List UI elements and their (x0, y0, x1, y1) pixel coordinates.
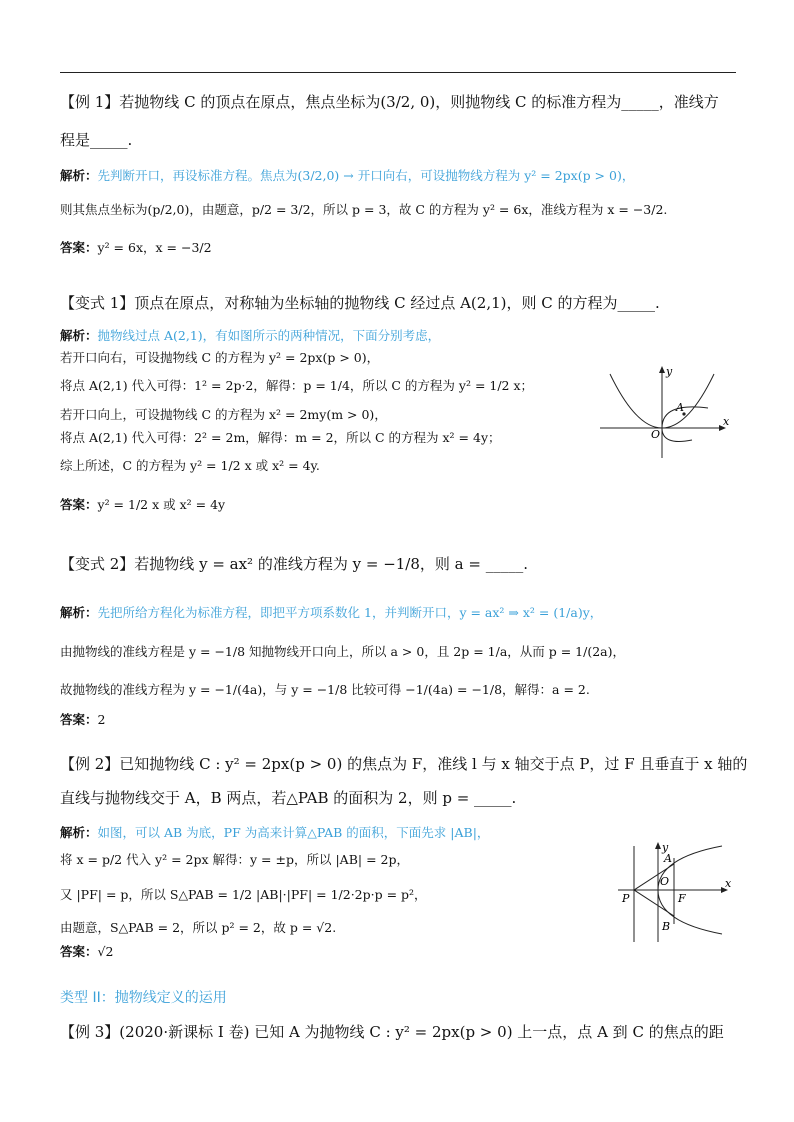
x-axis-label: x (725, 877, 732, 890)
y-axis-label: y (666, 365, 673, 378)
variant1-solution-line1: 若开口向右，可设抛物线 C 的方程为 y² = 2px(p > 0)， (60, 350, 380, 365)
variant2-solution-line3: 故抛物线的准线方程为 y = −1/(4a)，与 y = −1/8 比较可得 −1/(4a) = −1/8，解得：a = 2. (60, 682, 590, 697)
answer-label: 答案： (60, 240, 98, 255)
variant1-figure (596, 362, 732, 460)
variant1-question: 【变式 1】顶点在原点，对称轴为坐标轴的抛物线 C 经过点 A(2,1)，则 C 的方程为_____. (60, 294, 660, 312)
variant2-answer: 答案：2 (60, 712, 106, 727)
example2-question-line2: 直线与抛物线交于 A，B 两点，若△PAB 的面积为 2，则 p = _____. (60, 789, 517, 807)
point-b-label: B (662, 920, 671, 933)
example3-question: 【例 3】(2020·新课标 I 卷) 已知 A 为抛物线 C : y² = 2px(p > 0) 上一点，点 A 到 C 的焦点的距 (60, 1023, 724, 1041)
example1-solution-line1: 解析：先判断开口，再设标准方程。焦点为(3/2,0) → 开口向右，可设抛物线方程为 y² = 2px(p > 0)， (60, 168, 635, 183)
variant1-solution-line4: 将点 A(2,1) 代入可得：2² = 2m，解得：m = 2，所以 C 的方程为 x² = 4y； (60, 430, 501, 445)
origin-label: O (651, 428, 661, 441)
example1-answer: 答案：y² = 6x，x = −3/2 (60, 240, 212, 255)
solution-label: 解析： (60, 825, 98, 840)
variant2-solution-line2: 由抛物线的准线方程是 y = −1/8 知抛物线开口向上，所以 a > 0，且 2p = 1/a，从而 p = 1/(2a)， (60, 644, 626, 659)
point-f-label: F (678, 892, 686, 905)
solution-label: 解析： (60, 605, 98, 620)
variant1-answer: 答案：y² = 1/2 x 或 x² = 4y (60, 497, 226, 512)
answer-label: 答案： (60, 497, 98, 512)
variant1-solution-line3: 若开口向上，可设抛物线 C 的方程为 x² = 2my(m > 0)， (60, 407, 387, 422)
variant2-question: 【变式 2】若抛物线 y = ax² 的准线方程为 y = −1/8，则 a = _____. (60, 555, 528, 573)
variant1-solution-line2: 将点 A(2,1) 代入可得：1² = 2p·2，解得：p = 1/4，所以 C 的方程为 y² = 1/2 x； (60, 378, 534, 393)
origin-label: O (660, 875, 670, 888)
example2-answer: 答案：√2 (60, 944, 114, 959)
y-axis-label: y (662, 841, 669, 854)
y-axis-arrow (659, 366, 665, 373)
section-heading-type2: 类型 II：抛物线定义的运用 (60, 990, 227, 1006)
point-p-label: P (622, 892, 630, 905)
example1-question-line2: 程是_____. (60, 131, 133, 149)
solution-label: 解析： (60, 328, 98, 343)
answer-label: 答案： (60, 944, 98, 959)
example1-solution-line2: 则其焦点坐标为(p/2,0)，由题意，p/2 = 3/2，所以 p = 3，故 C 的方程为 y² = 6x，准线方程为 x = −3/2. (60, 202, 668, 217)
example2-figure (614, 838, 736, 946)
rightward-parabola-lower (662, 428, 692, 442)
variant2-solution-line1: 解析：先把所给方程化为标准方程，即把平方项系数化 1，并判断开口，y = ax² ⇒ x² = (1/a)y， (60, 605, 603, 620)
example2-solution-line2: 将 x = p/2 代入 y² = 2px 解得：y = ±p，所以 |AB| = 2p， (60, 852, 409, 867)
example2-solution-line4: 由题意，S△PAB = 2，所以 p² = 2，故 p = √2. (60, 920, 337, 935)
point-a-label: A (664, 852, 672, 865)
variant1-solution-line5: 综上所述，C 的方程为 y² = 1/2 x 或 x² = 4y. (60, 458, 320, 473)
example2-question-line1: 【例 2】已知抛物线 C : y² = 2px(p > 0) 的焦点为 F，准线 l 与 x 轴交于点 P，过 F 且垂直于 x 轴的 (60, 755, 748, 773)
point-a-label: A (676, 401, 684, 414)
top-rule (60, 72, 736, 73)
example1-question-line1: 【例 1】若抛物线 C 的顶点在原点，焦点坐标为(3/2, 0)，则抛物线 C 的标准方程为_____，准线方 (60, 93, 719, 111)
x-axis-label: x (723, 415, 730, 428)
segment-pb (634, 890, 674, 916)
answer-label: 答案： (60, 712, 98, 727)
y-axis-arrow (655, 842, 661, 849)
example2-solution-line1: 解析：如图，可以 AB 为底，PF 为高来计算△PAB 的面积，下面先求 |AB|， (60, 825, 490, 840)
variant1-solution-line0: 解析：抛物线过点 A(2,1)，有如图所示的两种情况，下面分别考虑， (60, 328, 441, 343)
solution-label: 解析： (60, 168, 98, 183)
example2-solution-line3: 又 |PF| = p，所以 S△PAB = 1/2 |AB|·|PF| = 1/2·2p·p = p²， (60, 887, 427, 902)
